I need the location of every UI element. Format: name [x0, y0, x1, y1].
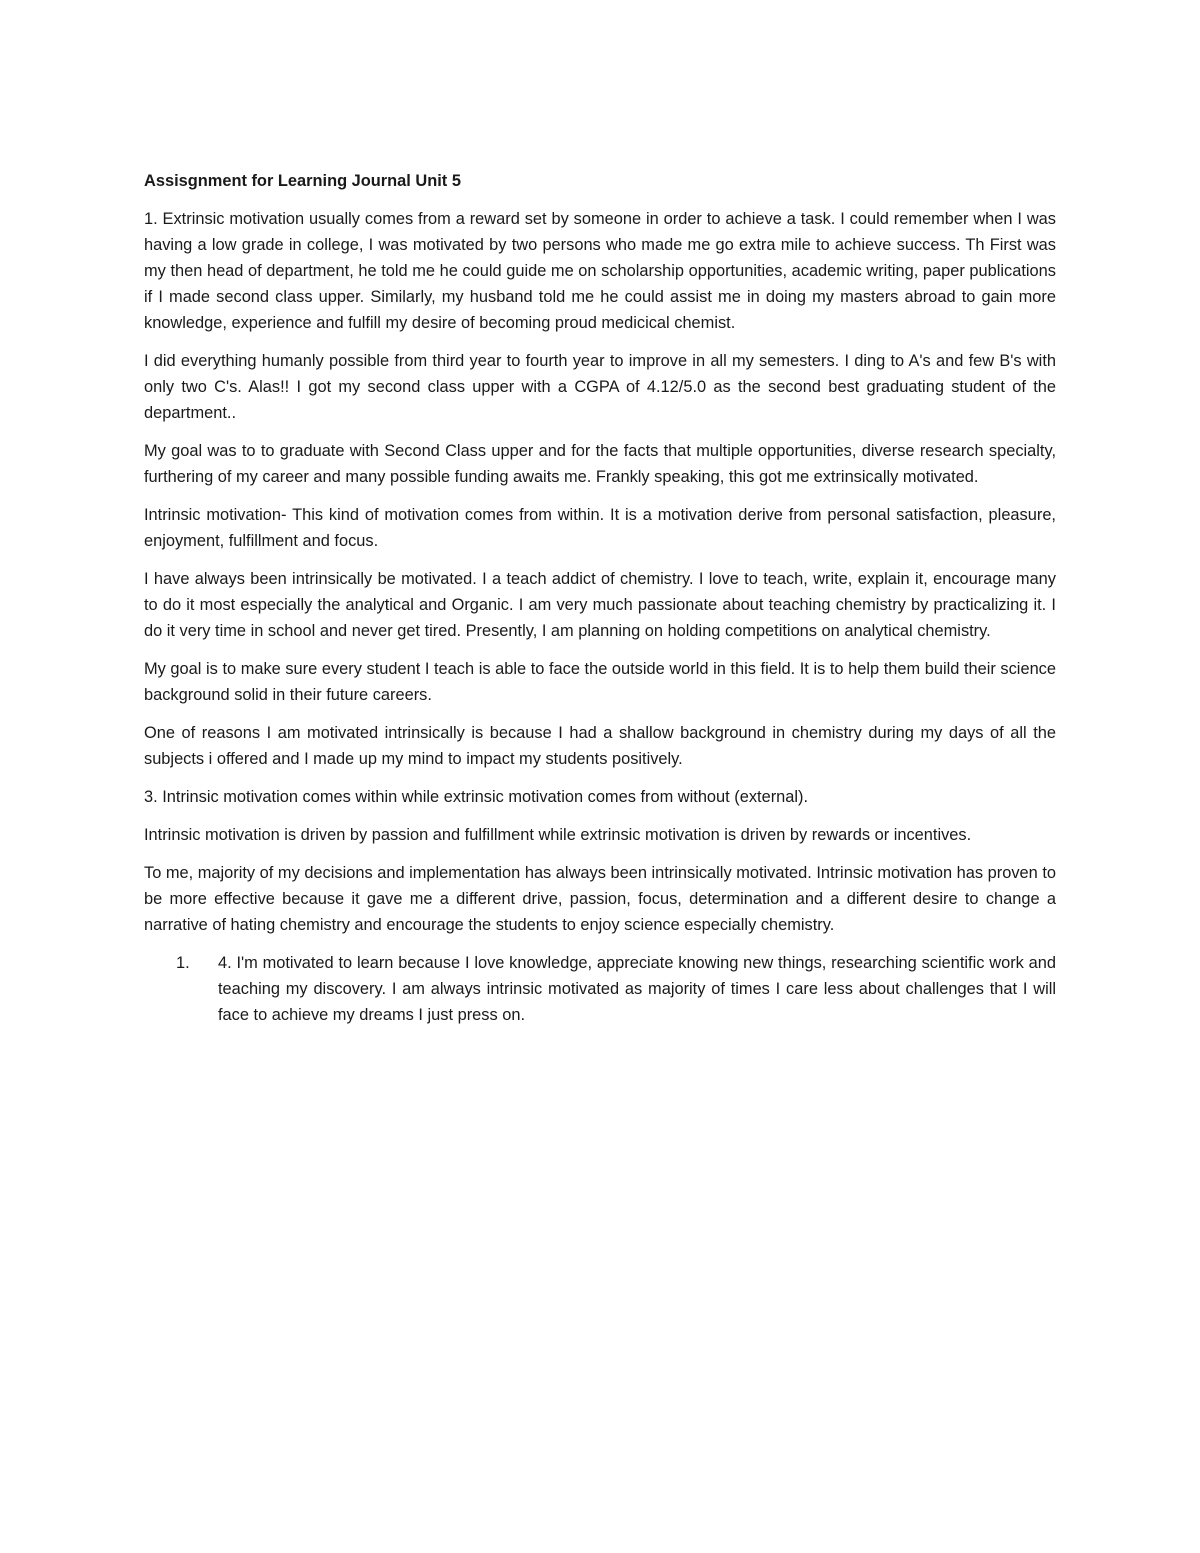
paragraph-teaching-goal: My goal is to make sure every student I teach is able to face the outside world in this field. It is to help them build their science background solid in their future careers. — [144, 660, 1056, 704]
paragraph-goal-second-class: My goal was to to graduate with Second Class upper and for the facts that multiple opportunities, diverse research specialty, furthering of my career and many possible funding awaits me. Frankly speaking, this got me extrinsically motivated. — [144, 442, 1056, 486]
list-number: 1. — [176, 954, 190, 972]
numbered-list-item — [144, 950, 1056, 1028]
list-item-text: 4. I'm motivated to learn because I love knowledge, appreciate knowing new things, researching scientific work and teaching my discovery. I am always intrinsic motivated as majority of times I care less about challenges that I will face to achieve my dreams I just press on. — [218, 954, 1056, 1024]
paragraph-teaching-passion: I have always been intrinsically be motivated. I a teach addict of chemistry. I love to teach, write, explain it, encourage many to do it most especially the analytical and Organic. I am very much passionate about teaching chemistry by practicalizing it. I do it very time in school and never get tired. Presently, I am planning on holding competitions on analytical chemistry. — [144, 570, 1056, 640]
paragraph-comparison: 3. Intrinsic motivation comes within while extrinsic motivation comes from without (external). — [144, 788, 809, 806]
document-title: Assisgnment for Learning Journal Unit 5 — [144, 172, 461, 190]
document-body — [144, 168, 1056, 1028]
paragraph-effort: I did everything humanly possible from third year to fourth year to improve in all my semesters. I ding to A's and few B's with only two C's. Alas!! I got my second class upper with a CGPA of 4.12/5.0 as the second best graduating student of the department.. — [144, 352, 1056, 422]
paragraph-extrinsic-intro: 1. Extrinsic motivation usually comes from a reward set by someone in order to achieve a task. I could remember when I was having a low grade in college, I was motivated by two persons who made me go extra mile to achieve success. Th First was my then head of department, he told me he could guide me on scholarship opportunities, academic writing, paper publications if I made second class upper. Similarly, my husband told me he could assist me in doing my masters abroad to gain more knowledge, experience and fulfill my desire of becoming proud medicical chemist. — [144, 210, 1056, 332]
paragraph-effectiveness: To me, majority of my decisions and implementation has always been intrinsically motivated. Intrinsic motivation has proven to be more effective because it gave me a different drive, passion, focus, determination and a different desire to change a narrative of hating chemistry and encourage the students to enjoy science especially chemistry. — [144, 864, 1056, 934]
paragraph-reasons: One of reasons I am motivated intrinsically is because I had a shallow background in chemistry during my days of all the subjects i offered and I made up my mind to impact my students positively. — [144, 724, 1056, 768]
paragraph-drivers: Intrinsic motivation is driven by passion and fulfillment while extrinsic motivation is driven by rewards or incentives. — [144, 826, 972, 844]
paragraph-intrinsic-definition: Intrinsic motivation- This kind of motivation comes from within. It is a motivation derive from personal satisfaction, pleasure, enjoyment, fulfillment and focus. — [144, 506, 1056, 550]
